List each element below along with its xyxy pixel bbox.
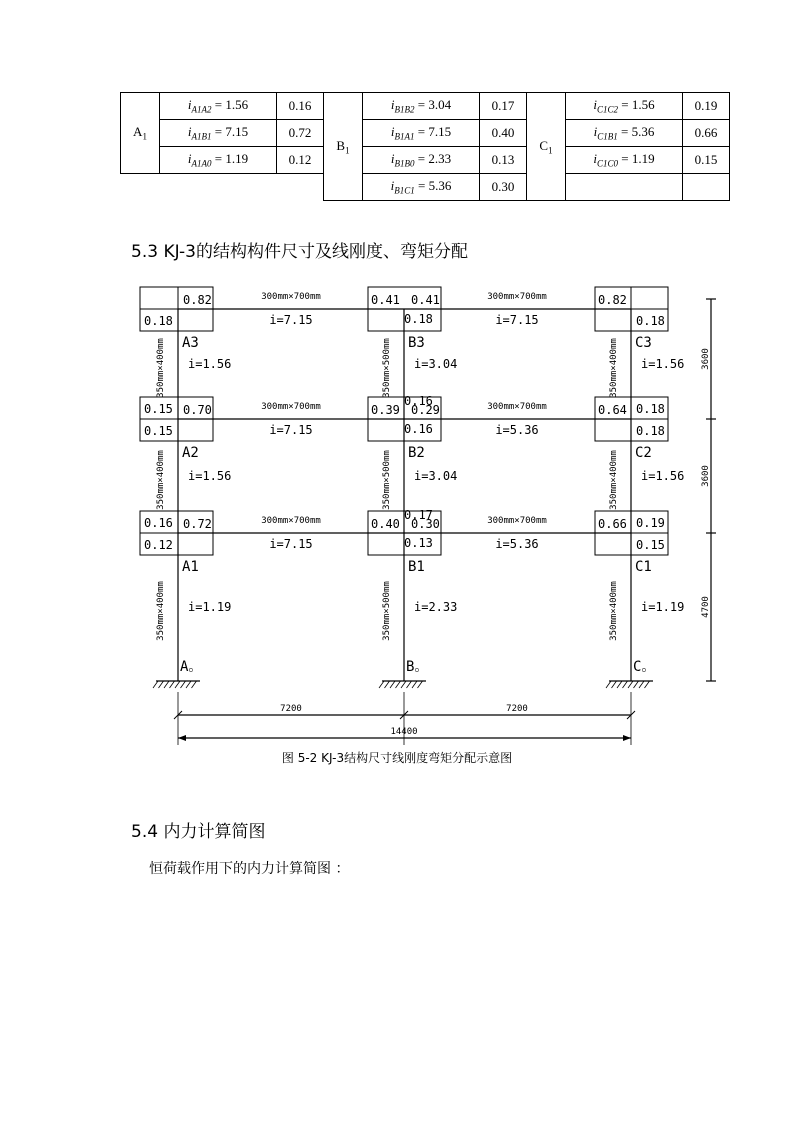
expr-a1a2: $i_{A1A2} = 1.56$: [160, 93, 277, 120]
value-a1a2: 0.16: [277, 93, 324, 120]
story-height-1: 4700: [701, 596, 711, 618]
value-a1b1: 0.72: [277, 120, 324, 147]
factor-a2-bottom: 0.15: [144, 424, 173, 438]
support-hatch-b-2: [390, 681, 395, 688]
factor-b1-bottom: 0.13: [404, 536, 433, 550]
section-5-3-title: 5.3 KJ-3的结构构件尺寸及线刚度、弯矩分配: [131, 242, 468, 262]
column-size-a2: 350mm×400mm: [156, 450, 166, 510]
column-size-c3: 350mm×400mm: [609, 338, 619, 398]
expr-c1c0: $i_{C1C0} = 1.19$: [566, 147, 683, 174]
factor-b2-right: 0.29: [411, 403, 440, 417]
factor-c2-bottom: 0.18: [636, 424, 665, 438]
column-stiffness-a3: i=1.56: [188, 357, 232, 371]
factor-c3-left: 0.82: [598, 293, 627, 307]
column-size-c1: 350mm×400mm: [609, 581, 619, 641]
factor-c1-left: 0.66: [598, 517, 627, 531]
node-a1: $A_1$: [121, 93, 160, 174]
support-hatch-b-7: [418, 681, 423, 688]
support-hatch-b-3: [396, 681, 401, 688]
beam-size-bc-floor-2: 300mm×700mm: [487, 402, 547, 412]
joint-box-a1-bottom: [178, 533, 213, 555]
beam-stiffness-bc-floor-3: i=7.15: [495, 313, 539, 327]
base-label-c: C。: [633, 659, 656, 675]
support-hatch-c-5: [634, 681, 639, 688]
node-c1: $C_1$: [527, 93, 566, 201]
beam-stiffness-ab-floor-3: i=7.15: [269, 313, 313, 327]
column-stiffness-b2: i=3.04: [414, 469, 458, 483]
column-name-a3: A3: [182, 335, 199, 351]
support-hatch-c-0: [606, 681, 611, 688]
factor-c3-bottom: 0.18: [636, 314, 665, 328]
factor-a1-bottom: 0.12: [144, 538, 173, 552]
beam-stiffness-ab-floor-2: i=7.15: [269, 423, 313, 437]
column-stiffness-b3: i=3.04: [414, 357, 458, 371]
factor-b3-right: 0.41: [411, 293, 440, 307]
factor-b1-right: 0.30: [411, 517, 440, 531]
support-hatch-a-2: [164, 681, 169, 688]
factor-c2-top: 0.18: [636, 402, 665, 416]
value-c1c0: 0.15: [683, 147, 730, 174]
factor-a1-top: 0.16: [144, 516, 173, 530]
support-hatch-a-0: [153, 681, 158, 688]
factor-a2-right: 0.70: [183, 403, 212, 417]
support-hatch-a-3: [170, 681, 175, 688]
expr-c1b1: $i_{C1B1} = 5.36$: [566, 120, 683, 147]
column-name-b1: B1: [408, 559, 425, 575]
support-hatch-b-5: [407, 681, 412, 688]
factor-b2-left: 0.39: [371, 403, 400, 417]
value-b1c1: 0.30: [480, 174, 527, 201]
value-b1b2: 0.17: [480, 93, 527, 120]
support-hatch-c-3: [623, 681, 628, 688]
column-stiffness-b1: i=2.33: [414, 600, 458, 614]
column-size-b1: 350mm×500mm: [382, 581, 392, 641]
joint-box-c1-bottom: [595, 533, 631, 555]
column-size-c2: 350mm×400mm: [609, 450, 619, 510]
factor-c1-bottom: 0.15: [636, 538, 665, 552]
span-ab: 7200: [280, 704, 302, 714]
support-hatch-c-1: [612, 681, 617, 688]
factor-a1-right: 0.72: [183, 517, 212, 531]
column-stiffness-a2: i=1.56: [188, 469, 232, 483]
support-hatch-b-4: [401, 681, 406, 688]
beam-size-bc-floor-1: 300mm×700mm: [487, 516, 547, 526]
expr-a1b1: $i_{A1B1} = 7.15$: [160, 120, 277, 147]
column-name-c1: C1: [635, 559, 652, 575]
support-hatch-a-1: [159, 681, 164, 688]
column-stiffness-a1: i=1.19: [188, 600, 232, 614]
joint-box-a3-top: [140, 287, 178, 309]
support-hatch-a-7: [192, 681, 197, 688]
joint-box-c3-bottom: [595, 309, 631, 331]
factor-b1-top: 0.17: [404, 508, 433, 522]
support-hatch-c-6: [639, 681, 644, 688]
column-size-a3: 350mm×400mm: [156, 338, 166, 398]
factor-b2-top: 0.16: [404, 394, 433, 408]
section-5-4-title: 5.4 内力计算简图: [131, 822, 266, 842]
node-b1: $B_1$: [324, 93, 363, 201]
factor-a2-top: 0.15: [144, 402, 173, 416]
joint-box-a3-bottom: [178, 309, 213, 331]
factor-b2-bottom: 0.16: [404, 422, 433, 436]
column-size-b2: 350mm×500mm: [382, 450, 392, 510]
support-hatch-a-5: [181, 681, 186, 688]
joint-box-c2-bottom: [595, 419, 631, 441]
value-a1a0: 0.12: [277, 147, 324, 174]
span-bc: 7200: [506, 704, 528, 714]
beam-size-bc-floor-3: 300mm×700mm: [487, 292, 547, 302]
joint-box-a2-bottom: [178, 419, 213, 441]
column-name-c2: C2: [635, 445, 652, 461]
factor-c1-top: 0.19: [636, 516, 665, 530]
total-dimension-arrow-left: [178, 735, 186, 741]
factor-b3-left: 0.41: [371, 293, 400, 307]
factor-b3-bottom: 0.18: [404, 312, 433, 326]
expr-b1c1: $i_{B1C1} = 5.36$: [363, 174, 480, 201]
expr-b1b0: $i_{B1B0} = 2.33$: [363, 147, 480, 174]
expr-c1c2: $i_{C1C2} = 1.56$: [566, 93, 683, 120]
support-hatch-b-6: [412, 681, 417, 688]
expr-a1a0: $i_{A1A0} = 1.19$: [160, 147, 277, 174]
support-hatch-c-7: [645, 681, 650, 688]
column-stiffness-c1: i=1.19: [641, 600, 685, 614]
base-label-a: A。: [180, 659, 203, 675]
column-name-a2: A2: [182, 445, 199, 461]
value-c1c2: 0.19: [683, 93, 730, 120]
column-stiffness-c3: i=1.56: [641, 357, 685, 371]
base-label-b: B。: [406, 659, 429, 675]
beam-stiffness-bc-floor-2: i=5.36: [495, 423, 539, 437]
factor-a3-right: 0.82: [183, 293, 212, 307]
column-name-a1: A1: [182, 559, 199, 575]
column-name-b2: B2: [408, 445, 425, 461]
support-hatch-b-0: [379, 681, 384, 688]
beam-size-ab-floor-3: 300mm×700mm: [261, 292, 321, 302]
total-dimension-arrow-right: [623, 735, 631, 741]
expr-b1a1: $i_{B1A1} = 7.15$: [363, 120, 480, 147]
column-name-c3: C3: [635, 335, 652, 351]
joint-box-c3-top: [631, 287, 668, 309]
section-5-4-text: 恒荷载作用下的内力计算简图 ：: [149, 861, 350, 877]
column-name-b3: B3: [408, 335, 425, 351]
expr-b1b2: $i_{B1B2} = 3.04$: [363, 93, 480, 120]
support-hatch-a-4: [175, 681, 180, 688]
factor-a3-bottom: 0.18: [144, 314, 173, 328]
value-c1b1: 0.66: [683, 120, 730, 147]
story-height-3: 3600: [701, 348, 711, 370]
column-stiffness-c2: i=1.56: [641, 469, 685, 483]
beam-size-ab-floor-1: 300mm×700mm: [261, 516, 321, 526]
support-hatch-c-4: [628, 681, 633, 688]
factor-b1-left: 0.40: [371, 517, 400, 531]
support-hatch-c-2: [617, 681, 622, 688]
value-b1b0: 0.13: [480, 147, 527, 174]
total-span: 14400: [390, 727, 418, 737]
support-hatch-a-6: [186, 681, 191, 688]
column-size-a1: 350mm×400mm: [156, 581, 166, 641]
beam-stiffness-ab-floor-1: i=7.15: [269, 537, 313, 551]
value-b1a1: 0.40: [480, 120, 527, 147]
support-hatch-b-1: [385, 681, 390, 688]
beam-stiffness-bc-floor-1: i=5.36: [495, 537, 539, 551]
column-size-b3: 350mm×500mm: [382, 338, 392, 398]
figure-caption: 图 5-2 KJ-3结构尺寸线刚度弯矩分配示意图: [281, 751, 513, 765]
factor-c2-left: 0.64: [598, 403, 627, 417]
story-height-2: 3600: [701, 465, 711, 487]
beam-size-ab-floor-2: 300mm×700mm: [261, 402, 321, 412]
